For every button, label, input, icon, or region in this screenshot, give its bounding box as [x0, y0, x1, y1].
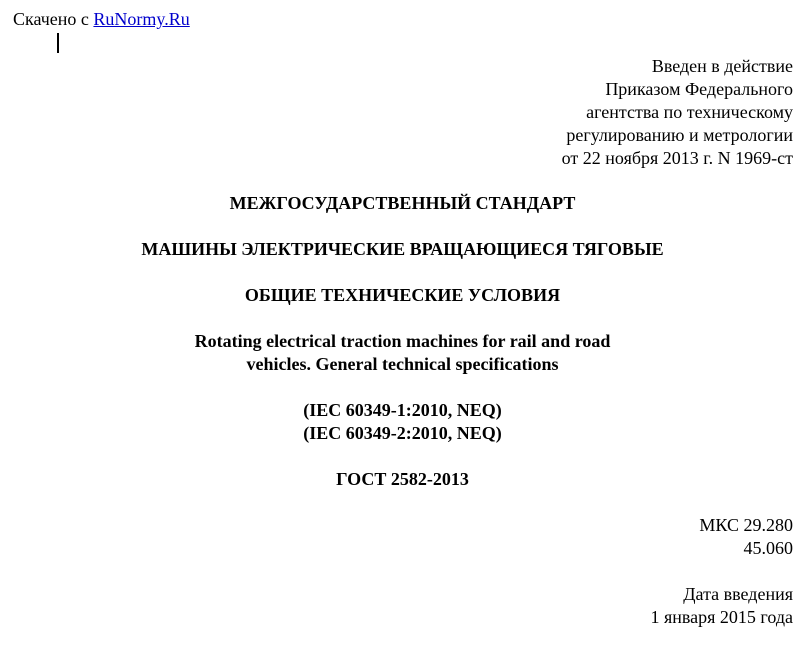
english-title-line: vehicles. General technical specifications	[246, 354, 559, 374]
iec-reference: (IEC 60349-1:2010, NEQ)	[303, 400, 502, 420]
introduction-date	[650, 583, 793, 629]
interstate-standard-text: МЕЖГОСУДАРСТВЕННЫЙ СТАНДАРТ	[229, 193, 576, 213]
interstate-standard-heading	[0, 192, 799, 215]
approval-line: регулированию и метрологии	[566, 125, 793, 145]
approval-block	[562, 55, 793, 170]
document-title-text: МАШИНЫ ЭЛЕКТРИЧЕСКИЕ ВРАЩАЮЩИЕСЯ ТЯГОВЫЕ	[141, 239, 664, 259]
gost-number-text: ГОСТ 2582-2013	[336, 469, 469, 489]
approval-line: от 22 ноября 2013 г. N 1969-ст	[561, 148, 793, 168]
document-subtitle	[0, 284, 799, 307]
introduction-date-value: 1 января 2015 года	[650, 607, 793, 627]
english-title	[0, 330, 799, 376]
document-subtitle-text: ОБЩИЕ ТЕХНИЧЕСКИЕ УСЛОВИЯ	[244, 285, 561, 305]
mks-line: МКС 29.280	[699, 515, 793, 535]
approval-line: агентства по техническому	[586, 102, 793, 122]
iec-reference: (IEC 60349-2:2010, NEQ)	[303, 423, 502, 443]
mks-classification	[699, 514, 793, 560]
source-link[interactable]: RuNormy.Ru	[93, 9, 190, 29]
source-prefix: Скачено с	[13, 9, 89, 29]
document-title	[0, 238, 799, 261]
approval-line: Введен в действие	[651, 56, 793, 76]
gost-number	[0, 468, 799, 491]
approval-line: Приказом Федерального	[605, 79, 793, 99]
text-cursor	[57, 33, 59, 53]
mks-line: 45.060	[743, 538, 793, 558]
introduction-date-label: Дата введения	[683, 584, 793, 604]
english-title-line: Rotating electrical traction machines for rail and road	[194, 331, 611, 351]
source-line	[13, 8, 190, 30]
iec-references	[0, 399, 799, 445]
